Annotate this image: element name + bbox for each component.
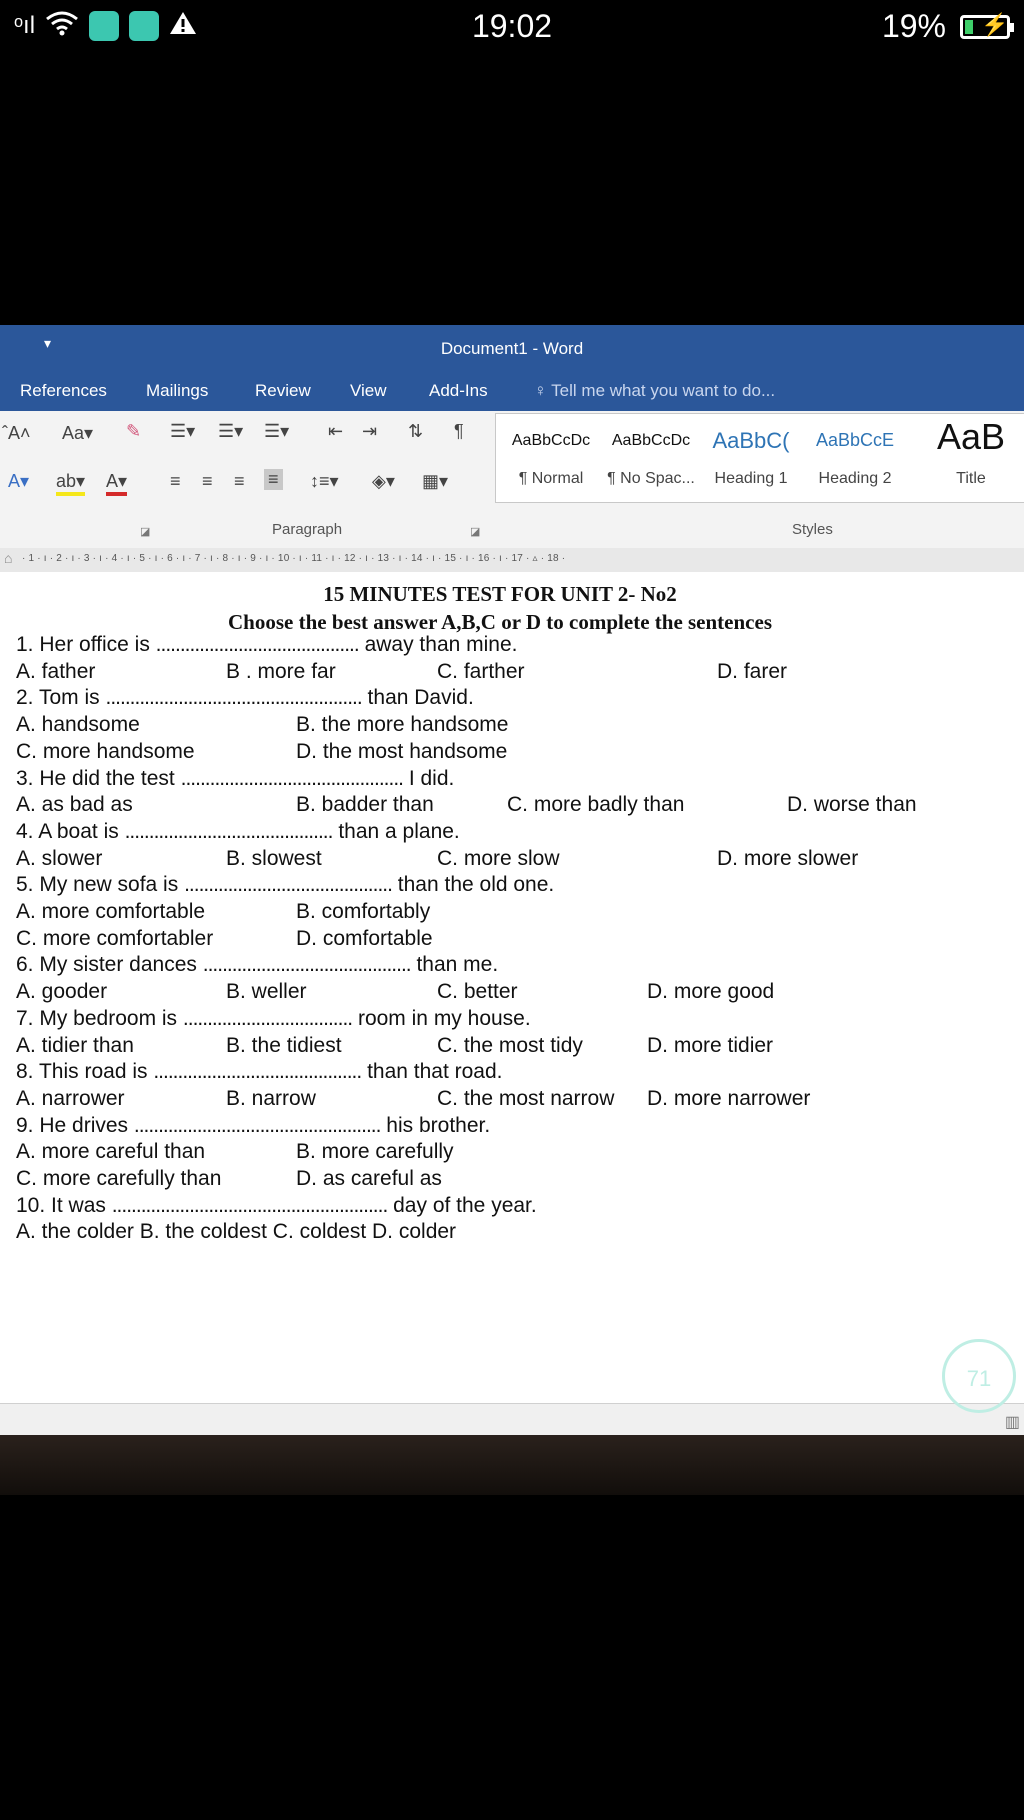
question-stem xyxy=(16,1194,537,1218)
answer-blank: ................................................... xyxy=(133,1113,381,1137)
lightbulb-icon: ♀ xyxy=(534,381,547,400)
battery-percent: 19% xyxy=(881,8,946,44)
shading-icon[interactable]: ◈▾ xyxy=(372,471,395,491)
status-bar xyxy=(0,0,1024,52)
increase-indent-icon[interactable]: ⇥ xyxy=(362,421,378,441)
decrease-indent-icon[interactable]: ⇤ xyxy=(328,421,344,441)
paragraph-group-label: Paragraph xyxy=(272,521,343,538)
answer-option: D. comfortable xyxy=(296,926,433,950)
line-spacing-icon[interactable]: ↕≡▾ xyxy=(310,471,339,491)
style-title[interactable]: AaB Title xyxy=(936,416,1006,487)
question-stem xyxy=(16,1007,531,1031)
question-text: 8. This road is xyxy=(16,1060,154,1084)
indent-marker-icon[interactable]: ⌂ xyxy=(4,550,13,566)
answer-blank: ........................................... xyxy=(184,873,392,897)
question-text: away than mine. xyxy=(358,633,518,656)
question-text: 1. Her office is xyxy=(16,633,156,656)
answer-blank: ......................................................... xyxy=(111,1193,388,1217)
tab-review[interactable]: Review xyxy=(255,381,311,400)
question-text: 9. He drives xyxy=(16,1113,134,1137)
styles-group-label: Styles xyxy=(792,521,833,538)
question-text: than David. xyxy=(361,686,474,710)
sort-icon[interactable]: ⇅ xyxy=(408,421,424,441)
question-text: 3. He did the test xyxy=(16,766,181,790)
style-normal[interactable]: AaBbCcDc ¶ Normal xyxy=(511,432,591,487)
tab-mailings[interactable]: Mailings xyxy=(146,381,209,400)
question-text: than the old one. xyxy=(391,873,555,897)
question-text: than that road. xyxy=(361,1060,503,1084)
question-stem xyxy=(16,873,554,897)
bullets-icon[interactable]: ☰▾ xyxy=(170,421,196,441)
document-instruction: Choose the best answer A,B,C or D to complete the sentences xyxy=(228,610,772,634)
align-left-icon[interactable]: ≡ xyxy=(170,471,181,491)
read-mode-icon[interactable]: ▥ xyxy=(1004,1414,1020,1431)
change-case-button[interactable]: Aa▾ xyxy=(62,423,94,443)
answer-option: C. more slow xyxy=(437,846,560,870)
horizontal-ruler[interactable] xyxy=(0,548,1024,572)
answer-option: B. badder than xyxy=(296,793,434,817)
answer-option: B. the more handsome xyxy=(296,713,509,737)
question-text: 6. My sister dances xyxy=(16,953,203,977)
tab-references[interactable]: References xyxy=(20,381,107,400)
answer-option: A. handsome xyxy=(16,713,140,737)
answer-option: D. more narrower xyxy=(647,1086,811,1110)
answer-option: B. narrow xyxy=(226,1086,316,1110)
answer-option: A. narrower xyxy=(16,1086,125,1110)
answer-blank: ................................... xyxy=(182,1006,353,1030)
answer-option: A. tidier than xyxy=(16,1033,134,1057)
answer-option: C. more comfortabler xyxy=(16,926,214,950)
answer-option: B . more far xyxy=(226,659,336,683)
answer-option: A. as bad as xyxy=(16,793,133,817)
question-stem xyxy=(16,686,474,710)
text-effects-icon[interactable]: A▾ xyxy=(8,471,30,491)
question-text: 4. A boat is xyxy=(16,819,125,843)
answer-option: B. comfortably xyxy=(296,900,431,923)
answer-option: B. the tidiest xyxy=(226,1033,342,1057)
answer-blank: ........................................... xyxy=(202,953,411,977)
answer-option: D. more good xyxy=(647,980,775,1004)
question-text: day of the year. xyxy=(387,1193,537,1217)
answer-blank: ........................................... xyxy=(153,1060,362,1084)
answer-option: C. more badly than xyxy=(507,793,685,817)
question-stem xyxy=(16,953,498,977)
answer-options: A. the colder B. the coldest C. coldest D. colder xyxy=(16,1220,457,1244)
answer-option: C. better xyxy=(437,980,518,1004)
answer-option: D. worse than xyxy=(787,793,917,817)
style-heading-2[interactable]: AaBbCcE Heading 2 xyxy=(815,430,895,487)
window-title: Document1 - Word xyxy=(440,339,584,358)
clock: 19:02 xyxy=(471,8,553,44)
question-text: than me. xyxy=(410,953,499,977)
ribbon xyxy=(0,411,1024,557)
answer-option: A. more comfortable xyxy=(16,900,206,923)
tell-me-box[interactable] xyxy=(534,381,775,401)
answer-option: D. farer xyxy=(717,659,788,683)
answer-option: C. the most tidy xyxy=(437,1033,583,1057)
tab-view[interactable]: View xyxy=(350,381,387,400)
background-strip xyxy=(0,1435,1024,1495)
answer-option: B. slowest xyxy=(226,846,322,870)
font-color-icon[interactable]: A▾ xyxy=(106,471,127,496)
battery-icon: ⚡ xyxy=(960,15,1010,39)
question-stem xyxy=(16,767,454,791)
multilevel-list-icon[interactable]: ☰▾ xyxy=(264,421,290,441)
answer-option: B. weller xyxy=(226,980,307,1004)
answer-option: D. more slower xyxy=(717,846,859,870)
question-text: 2. Tom is xyxy=(16,686,106,710)
status-bar-word xyxy=(0,1403,1024,1435)
answer-option: C. more carefully than xyxy=(16,1167,222,1190)
style-heading-1[interactable]: AaBbC( Heading 1 xyxy=(712,428,790,487)
answer-blank: ..................................................... xyxy=(105,686,362,710)
question-text: his brother. xyxy=(380,1113,491,1137)
floating-assistant-badge[interactable]: 71 xyxy=(942,1339,1016,1413)
signal-icon: ᵒıl xyxy=(14,11,36,39)
borders-icon[interactable]: ▦▾ xyxy=(422,471,449,491)
styles-gallery xyxy=(495,413,1024,503)
answer-option: D. more tidier xyxy=(647,1033,774,1057)
answer-option: A. slower xyxy=(16,846,103,870)
document-page[interactable] xyxy=(0,575,1024,1405)
answer-option: B. more carefully xyxy=(296,1140,454,1164)
answer-option: C. the most narrow xyxy=(437,1086,615,1110)
highlight-color-icon[interactable]: ab▾ xyxy=(56,471,85,496)
numbering-icon[interactable]: ☰▾ xyxy=(218,421,244,441)
tell-me-placeholder: Tell me what you want to do... xyxy=(551,381,776,400)
title-bar xyxy=(0,325,1024,371)
grow-font-icon[interactable]: ˆA˄ xyxy=(2,423,31,443)
align-center-icon[interactable]: ≡ xyxy=(202,471,213,491)
question-text: 7. My bedroom is xyxy=(16,1006,183,1030)
question-stem xyxy=(16,1114,490,1138)
tab-add-ins[interactable]: Add-Ins xyxy=(429,381,488,400)
answer-blank: ........................................... xyxy=(124,819,333,843)
answer-blank: .............................................. xyxy=(180,766,403,790)
paragraph-dialog-launcher-icon[interactable]: ◪ xyxy=(470,526,481,538)
style-no-spacing[interactable]: AaBbCcDc ¶ No Spac... xyxy=(607,432,695,487)
answer-blank: .......................................... xyxy=(155,633,359,656)
question-text: room in my house. xyxy=(352,1006,531,1030)
customize-toolbar-icon[interactable]: ▾ xyxy=(44,335,52,351)
question-text: I did. xyxy=(403,766,455,790)
font-dialog-launcher-icon[interactable]: ◪ xyxy=(140,526,151,538)
answer-option: C. farther xyxy=(437,659,525,683)
answer-option: C. more handsome xyxy=(16,739,195,763)
document-title: 15 MINUTES TEST FOR UNIT 2- No2 xyxy=(323,582,677,606)
answer-option: A. gooder xyxy=(16,980,108,1004)
justify-icon[interactable]: ≡ xyxy=(264,469,283,490)
question-stem xyxy=(16,633,518,657)
question-text: than a plane. xyxy=(332,819,460,843)
word-window xyxy=(0,325,1024,1435)
align-right-icon[interactable]: ≡ xyxy=(234,471,245,491)
ribbon-tabs xyxy=(0,371,1024,411)
clear-formatting-icon[interactable]: ✎ xyxy=(126,421,142,441)
ruler-scale: · 1 · ı · 2 · ı · 3 · ı · 4 · ı · 5 · ı · 6 · ı · 7 · ı · 8 · ı · 9 · ı · 10 · ı · 11 · ı · 12 · ı · 13 · ı · 14 · ı · 15 · ı · 16 · ı · 17 · ▵ · 18 · xyxy=(22,553,566,564)
answer-option: A. father xyxy=(16,659,96,683)
answer-option: D. as careful as xyxy=(296,1167,442,1190)
question-text: 10. It was xyxy=(16,1193,112,1217)
answer-option: A. more careful than xyxy=(16,1140,206,1164)
question-stem xyxy=(16,820,460,844)
answer-option: D. the most handsome xyxy=(296,739,508,763)
question-stem xyxy=(16,1060,503,1084)
question-text: 5. My new sofa is xyxy=(16,873,185,897)
show-paragraph-marks-icon[interactable]: ¶ xyxy=(454,421,464,441)
